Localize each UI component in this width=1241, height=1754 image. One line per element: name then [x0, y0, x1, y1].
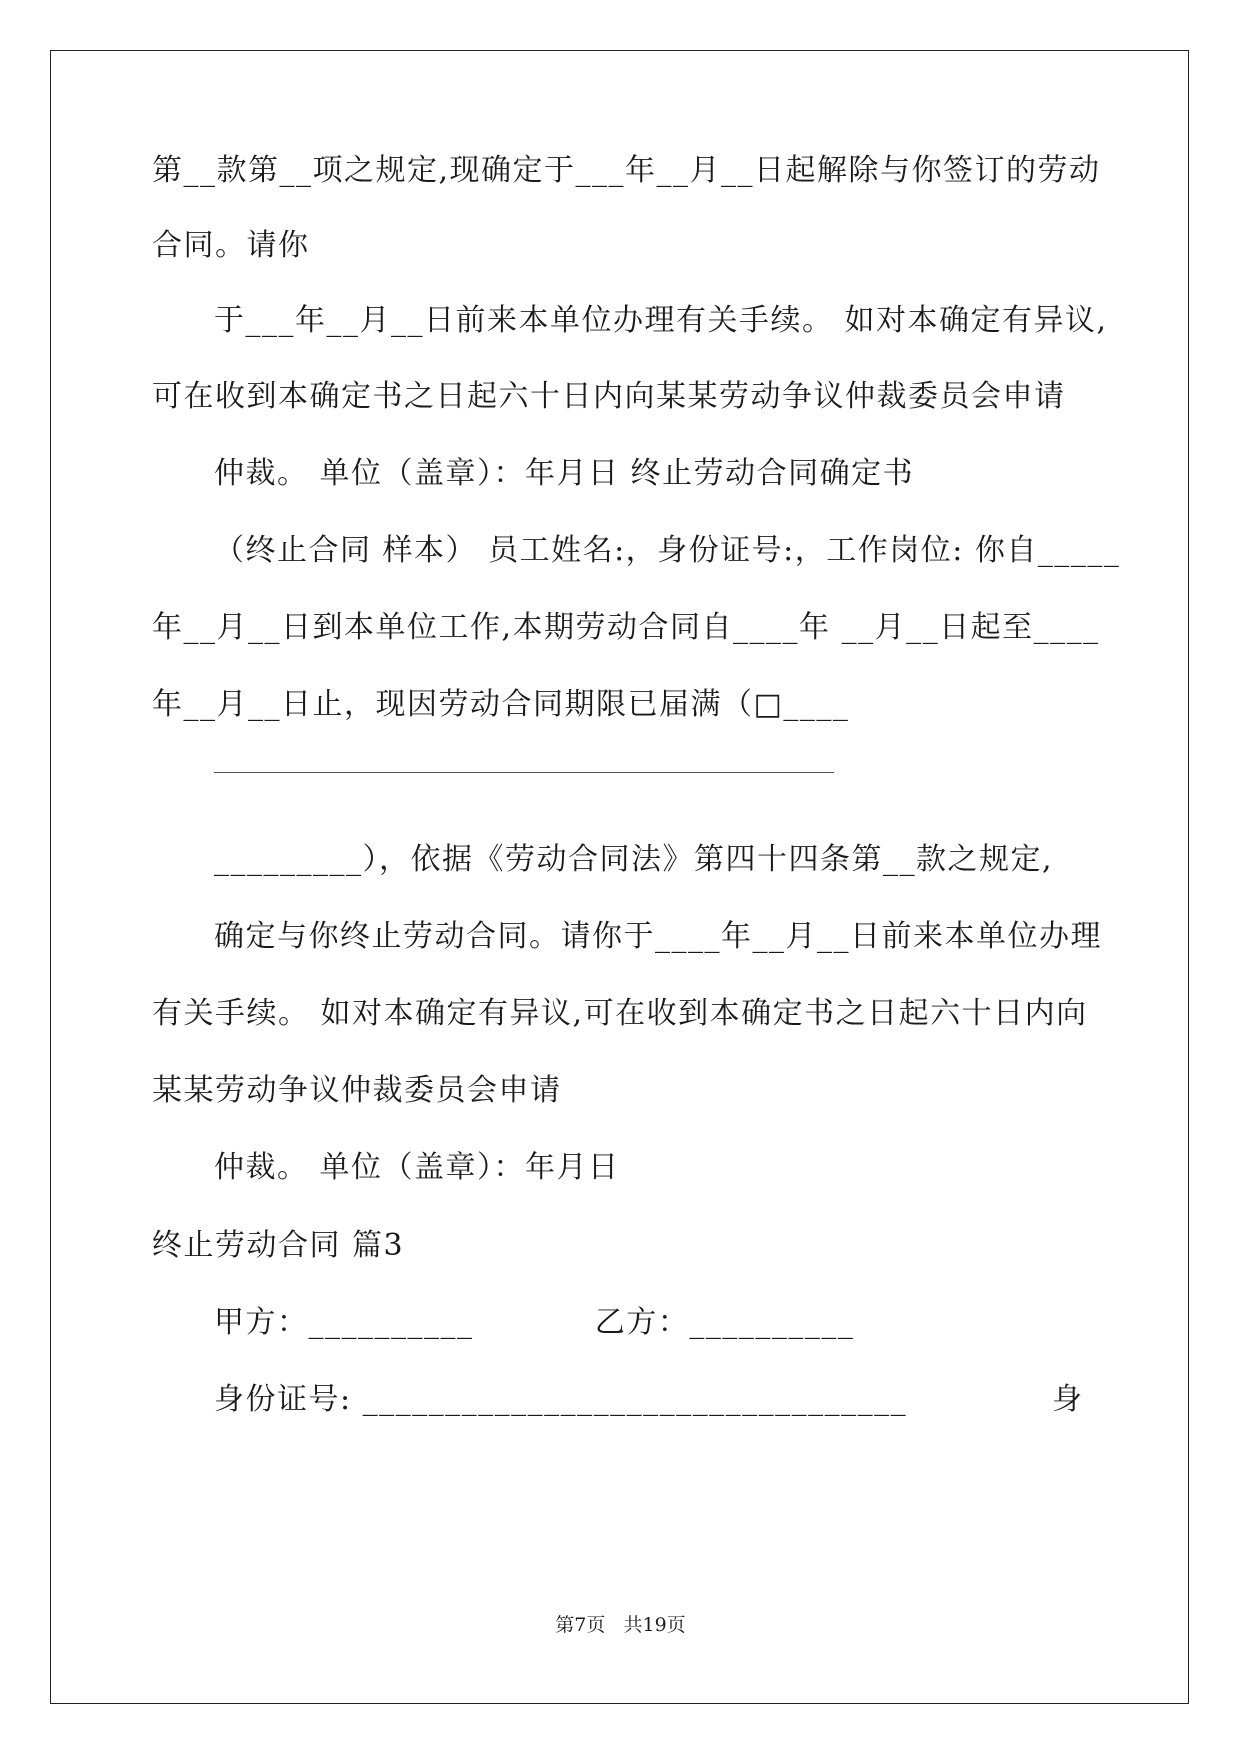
text-line-5: 仲裁。 单位（盖章）：年月日 终止劳动合同确定书	[214, 456, 915, 491]
blank-fill-line	[214, 772, 834, 773]
party-line: 甲方：__________ 乙方：__________	[214, 1305, 855, 1340]
text-line-6: （终止合同 样本） 员工姓名:，身份证号:，工作岗位: 你自_____	[214, 533, 1121, 568]
text-line-3: 于___年__月__日前来本单位办理有关手续。 如对本确定有异议,	[214, 303, 1108, 338]
text-line-8: 年__月__日止，现因劳动合同期限已届满（□____	[152, 687, 850, 722]
text-line-7: 年__月__日到本单位工作,本期劳动合同自____年 __月__日起至____	[152, 610, 1100, 645]
id-number-line: 身份证号: _________________________________	[214, 1382, 908, 1417]
text-line-2: 合同。请你	[152, 228, 310, 263]
text-line-13: 仲裁。 单位（盖章）：年月日	[214, 1150, 620, 1185]
trailing-char: 身	[1052, 1382, 1084, 1417]
text-line-12: 某某劳动争议仲裁委员会申请	[152, 1073, 562, 1108]
text-line-4: 可在收到本确定书之日起六十日内向某某劳动争议仲裁委员会申请	[152, 379, 1066, 414]
text-line-11: 有关手续。 如对本确定有异议,可在收到本确定书之日起六十日内向	[152, 996, 1088, 1031]
text-line-9: _________），依据《劳动合同法》第四十四条第__款之规定,	[214, 842, 1054, 877]
section-heading: 终止劳动合同 篇3	[152, 1228, 405, 1263]
text-line-10: 确定与你终止劳动合同。请你于____年__月__日前来本单位办理	[214, 919, 1102, 954]
page-number-footer: 第7页 共19页	[555, 1614, 686, 1636]
text-line-1: 第__款第__项之规定,现确定于___年__月__日起解除与你签订的劳动	[152, 153, 1101, 188]
